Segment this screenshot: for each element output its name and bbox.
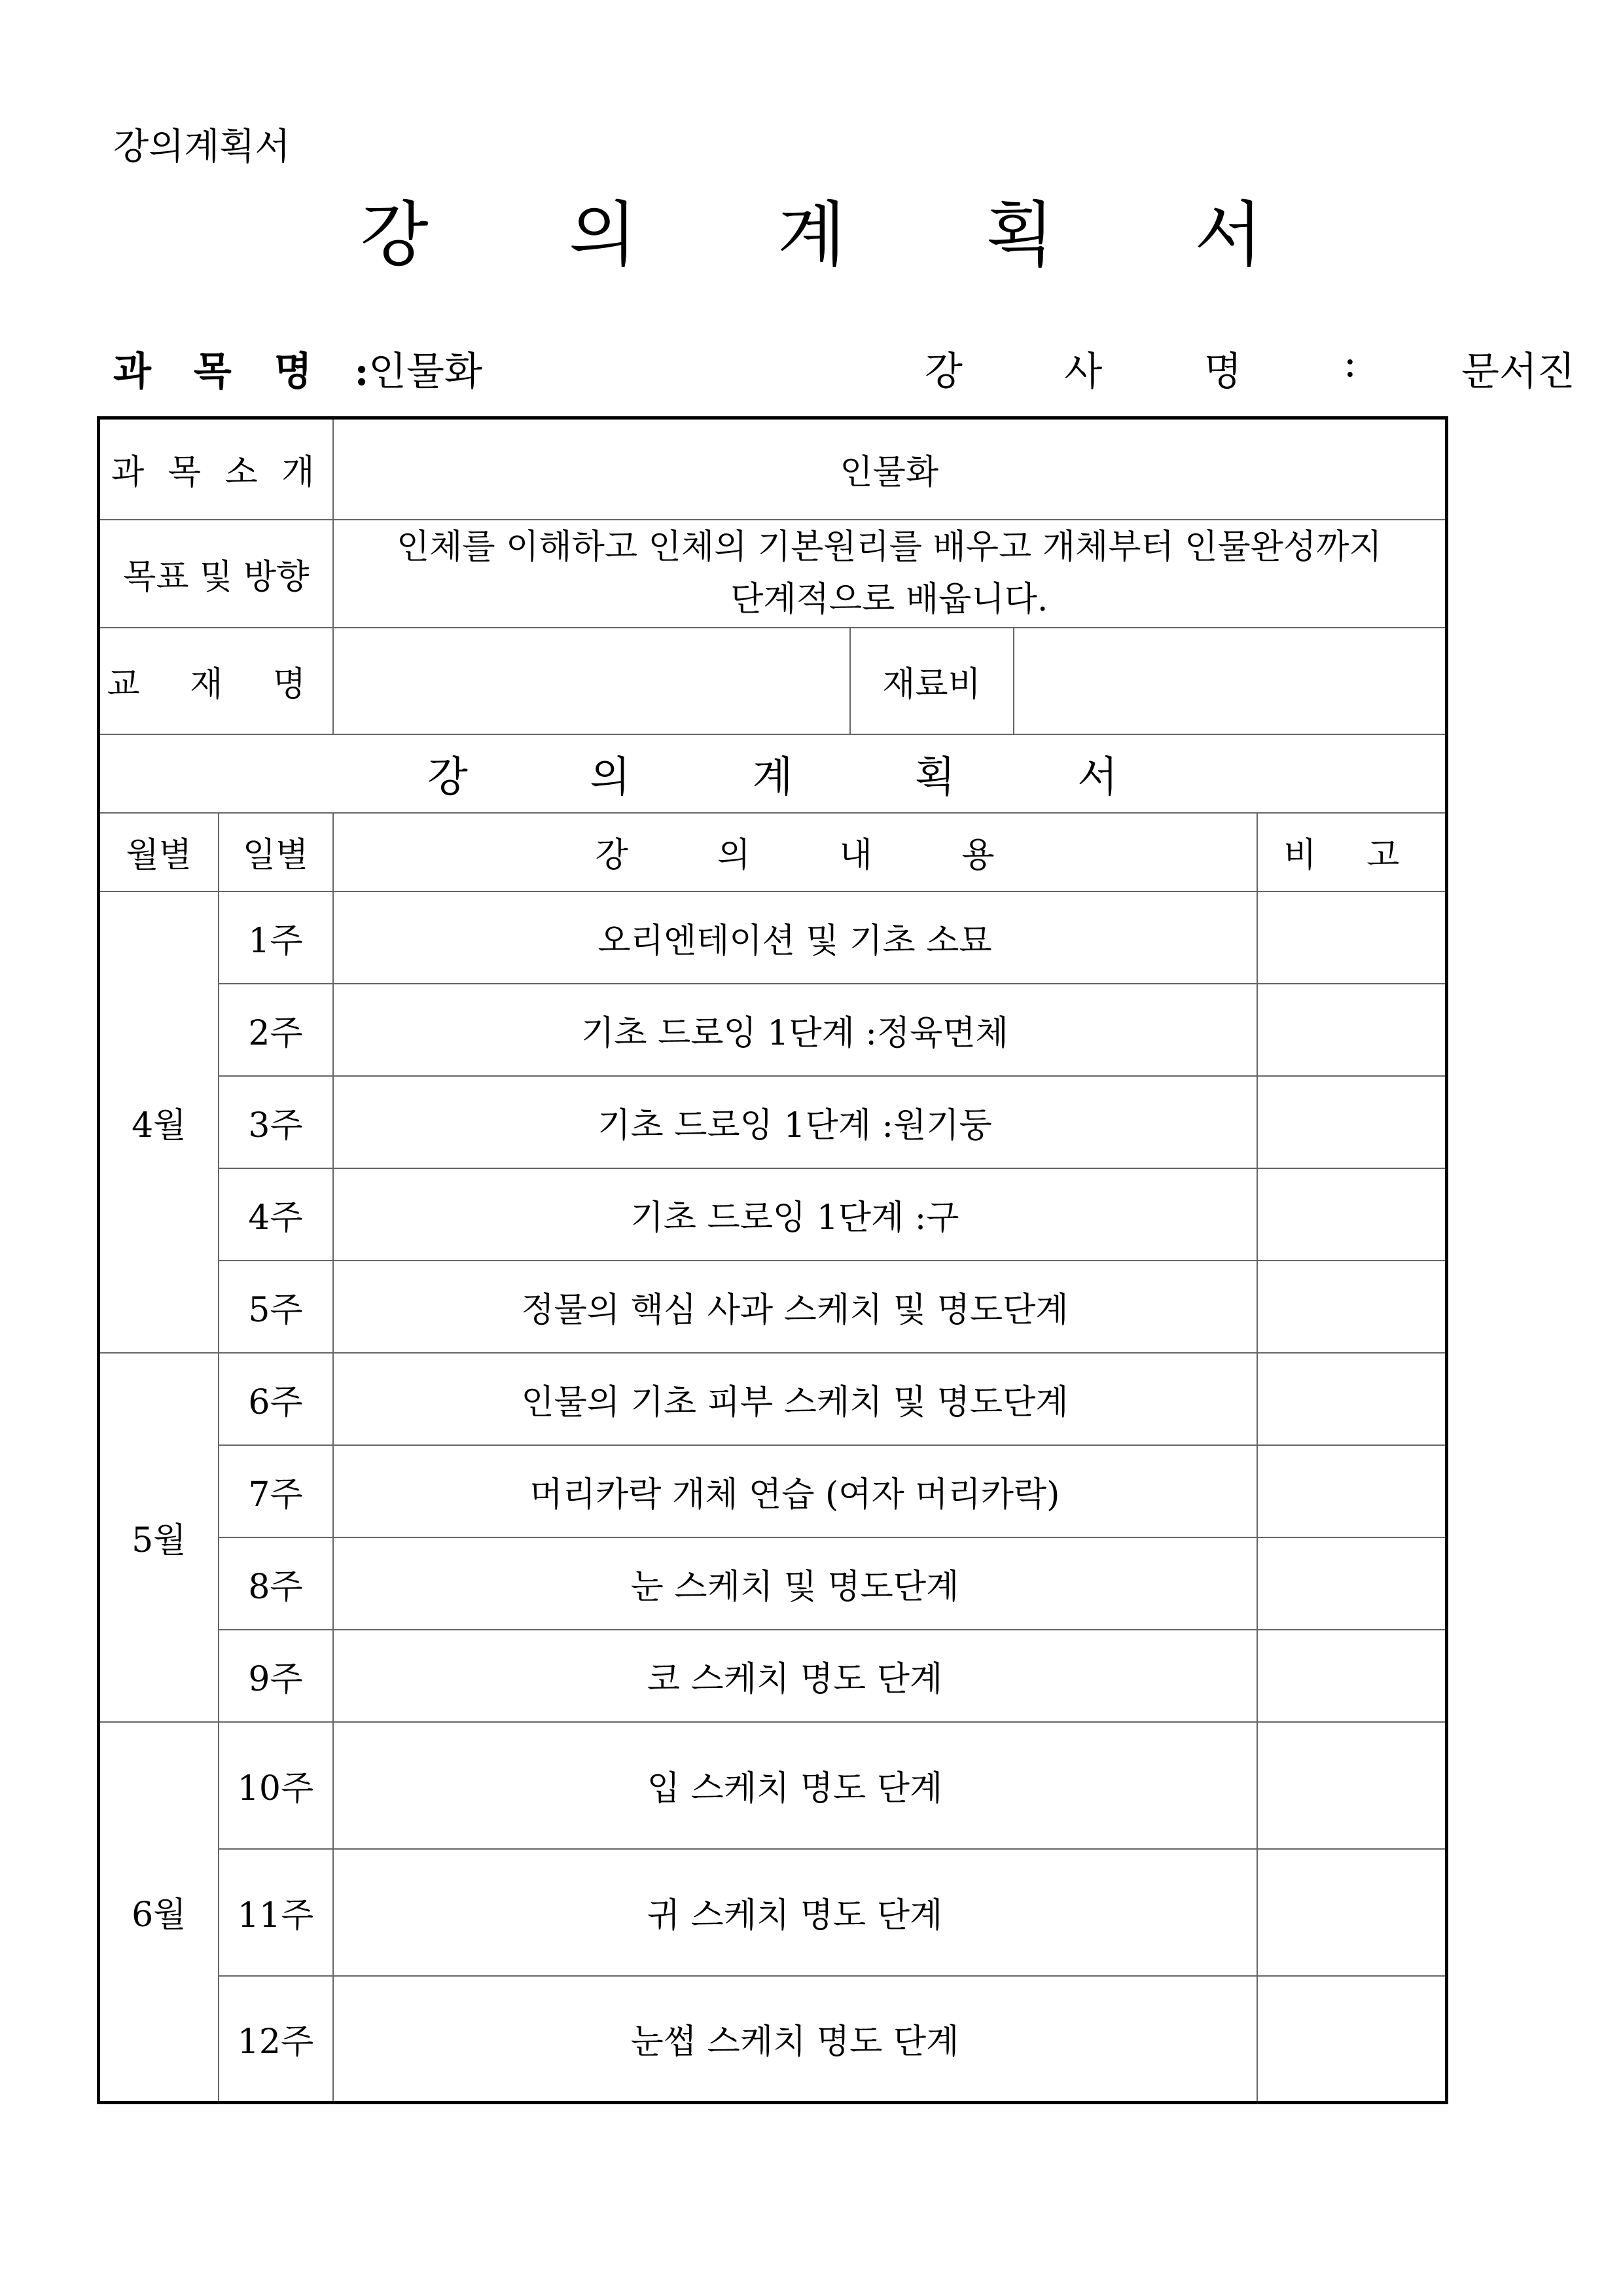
week-cell: 1주	[219, 891, 333, 984]
note-cell	[1257, 1537, 1447, 1630]
material-fee-label: 재료비	[850, 628, 1014, 734]
instructor-label	[925, 340, 1357, 397]
column-header-row	[99, 813, 1447, 891]
note-cell	[1257, 1976, 1447, 2103]
content-header-char: 강	[595, 836, 628, 875]
table-row	[99, 1722, 1447, 1849]
textbook-value	[333, 628, 850, 734]
intro-value: 인물화	[333, 418, 1447, 520]
week-column-header: 일별	[219, 813, 333, 891]
table-row	[99, 1630, 1447, 1722]
week-cell: 5주	[219, 1261, 333, 1353]
plan-section-row	[99, 734, 1447, 813]
content-cell: 오리엔테이션 및 기초 소묘	[333, 891, 1257, 984]
course-name-label: 과 목 명 :	[113, 349, 383, 395]
month-cell: 6월	[99, 1722, 219, 2103]
content-cell: 정물의 핵심 사과 스케치 및 명도단계	[333, 1261, 1257, 1353]
table-row	[99, 1849, 1447, 1976]
instructor-label-char: 명	[1204, 349, 1242, 395]
month-column-header: 월별	[99, 813, 219, 891]
table-row	[99, 1976, 1447, 2103]
page-title: 강 의 계 획 서	[360, 194, 1322, 276]
content-cell: 기초 드로잉 1단계 :정육면체	[333, 984, 1257, 1076]
content-cell: 인물의 기초 피부 스케치 및 명도단계	[333, 1353, 1257, 1445]
plan-title-char: 서	[1077, 753, 1118, 802]
week-cell: 4주	[219, 1168, 333, 1261]
week-cell: 7주	[219, 1445, 333, 1537]
course-name-value: 인물화	[368, 349, 482, 395]
document-label: 강의계획서	[113, 126, 291, 168]
content-cell: 눈썹 스케치 명도 단계	[333, 1976, 1257, 2103]
table-row	[99, 1168, 1447, 1261]
textbook-label: 교 재 명	[99, 628, 333, 734]
week-cell: 6주	[219, 1353, 333, 1445]
table-row	[99, 1076, 1447, 1168]
content-column-header	[333, 813, 1257, 891]
instructor-label-char: 사	[1064, 349, 1103, 395]
note-cell	[1257, 1261, 1447, 1353]
goal-line: 인체를 이해하고 인체의 기본원리를 배우고 개체부터 인물완성까지	[396, 528, 1382, 567]
plan-title-char: 의	[590, 753, 631, 802]
intro-label: 과 목 소 개	[99, 418, 333, 520]
plan-section-title	[99, 734, 1447, 813]
goal-label: 목표 및 방향	[99, 520, 333, 628]
content-cell: 눈 스케치 및 명도단계	[333, 1537, 1257, 1630]
week-cell: 8주	[219, 1537, 333, 1630]
note-cell	[1257, 1353, 1447, 1445]
material-fee-value	[1014, 628, 1447, 734]
content-cell: 머리카락 개체 연습 (여자 머리카락)	[333, 1445, 1257, 1537]
note-cell	[1257, 1168, 1447, 1261]
intro-row	[99, 418, 1447, 520]
content-cell: 입 스케치 명도 단계	[333, 1722, 1257, 1849]
note-cell	[1257, 984, 1447, 1076]
week-cell: 3주	[219, 1076, 333, 1168]
table-row	[99, 1261, 1447, 1353]
note-column-header: 비 고	[1257, 813, 1447, 891]
note-cell	[1257, 1076, 1447, 1168]
goal-line: 단계적으로 배웁니다.	[730, 580, 1048, 619]
table-row	[99, 891, 1447, 984]
content-header-char: 용	[961, 836, 995, 875]
goal-value	[333, 520, 1447, 628]
note-cell	[1257, 1722, 1447, 1849]
table-row	[99, 984, 1447, 1076]
instructor-label-char: :	[1343, 340, 1357, 386]
content-cell: 기초 드로잉 1단계 :원기둥	[333, 1076, 1257, 1168]
note-cell	[1257, 1445, 1447, 1537]
textbook-row	[99, 628, 1447, 734]
content-cell: 귀 스케치 명도 단계	[333, 1849, 1257, 1976]
week-cell: 11주	[219, 1849, 333, 1976]
table-row	[99, 1537, 1447, 1630]
week-cell: 10주	[219, 1722, 333, 1849]
plan-title-char: 강	[427, 753, 468, 802]
lecture-plan-table	[97, 416, 1448, 2104]
note-cell	[1257, 1630, 1447, 1722]
goal-row	[99, 520, 1447, 628]
month-cell: 4월	[99, 891, 219, 1353]
content-cell: 기초 드로잉 1단계 :구	[333, 1168, 1257, 1261]
table-row	[99, 1353, 1447, 1445]
week-cell: 9주	[219, 1630, 333, 1722]
instructor-label-char: 강	[925, 349, 963, 395]
content-header-char: 내	[839, 836, 872, 875]
week-cell: 2주	[219, 984, 333, 1076]
note-cell	[1257, 1849, 1447, 1976]
instructor-name-value: 문서진	[1461, 349, 1575, 395]
table-row	[99, 1445, 1447, 1537]
plan-title-char: 획	[914, 753, 955, 802]
month-cell: 5월	[99, 1353, 219, 1722]
week-cell: 12주	[219, 1976, 333, 2103]
note-cell	[1257, 891, 1447, 984]
content-cell: 코 스케치 명도 단계	[333, 1630, 1257, 1722]
plan-title-char: 계	[752, 753, 793, 802]
content-header-char: 의	[717, 836, 751, 875]
